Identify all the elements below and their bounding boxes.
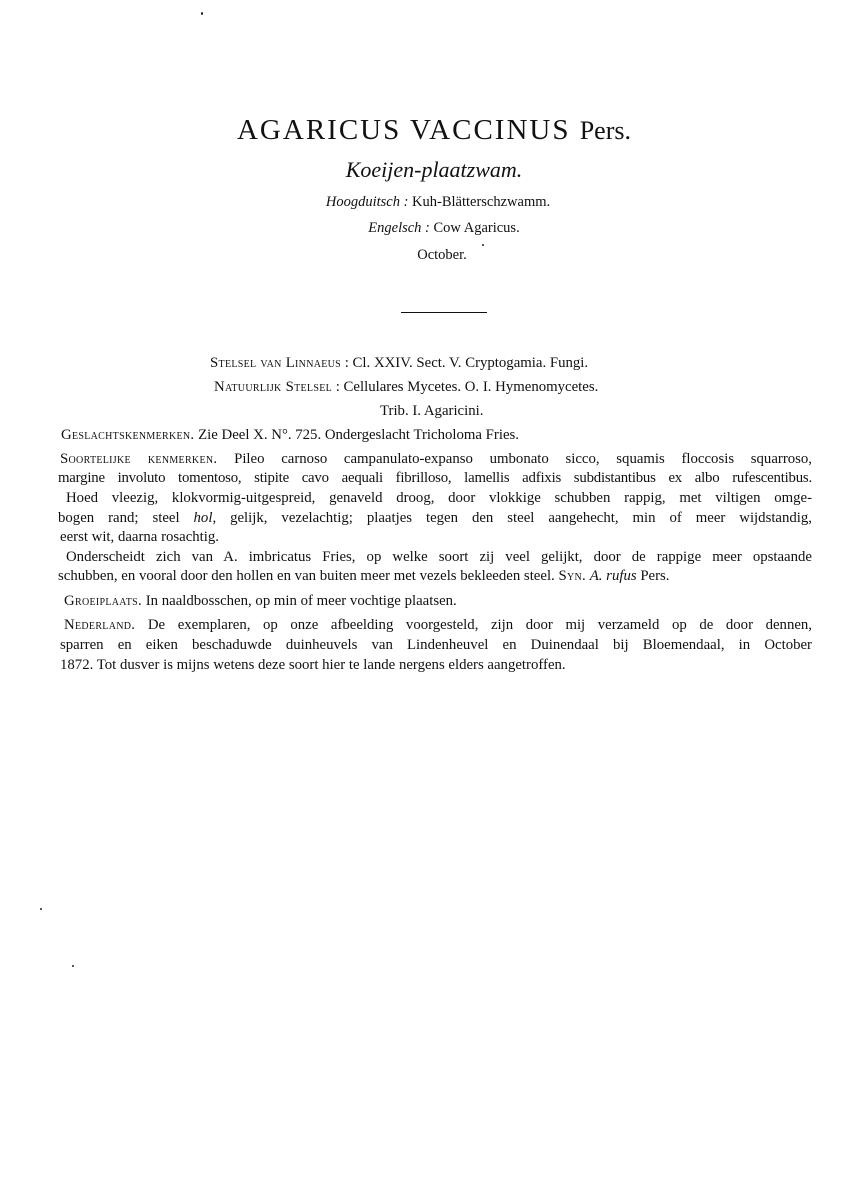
hoed-line-2: [58, 510, 812, 527]
dutch-common-name: Koeijen-plaatzwam.: [345, 157, 523, 182]
species-name: AGARICUS VACCINUS: [236, 114, 571, 146]
natural-system-line: [214, 379, 598, 396]
english-name-line: [10, 220, 868, 237]
hoed-line-3: eerst wit, daarna rosachtig.: [60, 529, 220, 545]
nederland-label: Nederland.: [64, 617, 136, 633]
growth-label: Groeiplaats.: [64, 593, 142, 609]
growth-line: [64, 593, 457, 610]
natural-system-label: Natuurlijk Stelsel: [214, 379, 333, 395]
hoed-hol: hol: [193, 510, 213, 526]
species-line-2: margine involuto tomentoso, stipite cavo aequali fibrilloso, lamellis adfixis subdistantibus ex albo rufescentibus.: [58, 470, 812, 486]
scan-speck: [482, 244, 484, 246]
natural-system-text: : Cellulares Mycetes. O. I. Hymenomycetes.: [335, 379, 599, 395]
genus-label: Geslachtskenmerken.: [61, 427, 195, 443]
german-name-line: [4, 194, 868, 211]
nederland-line-2: sparren en eiken beschaduwde duinheuvels van Lindenheuvel en Duinendaal bij Bloemendaal, in October: [60, 637, 812, 653]
english-name: Cow Agaricus.: [433, 220, 520, 236]
genus-text: Zie Deel X. N°. 725. Ondergeslacht Tricholoma Fries.: [198, 427, 519, 443]
month-label: October.: [417, 247, 467, 263]
species-label: Soortelijke kenmerken.: [60, 451, 218, 467]
onder-line-1: Onderscheidt zich van A. imbricatus Fries, op welke soort zij veel gelijkt, door de rappige meer opstaande: [66, 549, 812, 565]
german-label: Hoogduitsch :: [325, 194, 409, 210]
nederland-line-3: 1872. Tot dusver is mijns wetens deze soort hier te lande nergens elders aangetroffen.: [60, 657, 566, 673]
scan-speck: [201, 12, 203, 15]
divider-rule: [401, 312, 487, 313]
syn-author: Pers.: [640, 568, 670, 584]
growth-text: In naaldbosschen, op min of meer vochtige plaatsen.: [145, 593, 457, 609]
species-author: Pers.: [579, 116, 631, 145]
german-name: Kuh-Blätterschzwamm.: [412, 194, 551, 210]
hoed-text-2b: , gelijk, vezelachtig; plaatjes tegen den steel aangehecht, min of meer wijdstandig,: [212, 510, 813, 526]
onder-line-2: [58, 568, 670, 585]
linnaeus-label: Stelsel van Linnaeus: [210, 355, 342, 371]
scan-speck: [40, 908, 42, 910]
nederland-line-1: [64, 617, 812, 634]
linnaeus-text: : Cl. XXIV. Sect. V. Cryptogamia. Fungi.: [344, 355, 589, 371]
syn-label: Syn.: [558, 568, 587, 584]
tribe-line: Trib. I. Agaricini.: [380, 403, 484, 419]
nederland-text-1: De exemplaren, op onze afbeelding voorgesteld, zijn door mij verzameld op de door dennen,: [147, 617, 813, 633]
page-title: [0, 114, 868, 147]
species-text-1: Pileo carnoso campanulato-expanso umbonato sicco, squamis floccosis squarroso,: [234, 451, 812, 467]
species-line-1: [60, 451, 812, 468]
linnaeus-line: [210, 355, 588, 372]
hoed-text-2a: bogen rand; steel: [58, 510, 180, 526]
onder-text-2: schubben, en vooral door den hollen en van buiten meer met vezels bekleeden steel.: [58, 568, 555, 584]
genus-line: [61, 427, 519, 444]
scan-speck: [72, 965, 74, 967]
english-label: Engelsch :: [368, 220, 430, 236]
hoed-line-1: Hoed vleezig, klokvormig-uitgespreid, genaveld droog, door vlokkige schubben rappig, met viltigen omge-: [66, 490, 812, 506]
syn-name: A. rufus: [589, 568, 637, 584]
